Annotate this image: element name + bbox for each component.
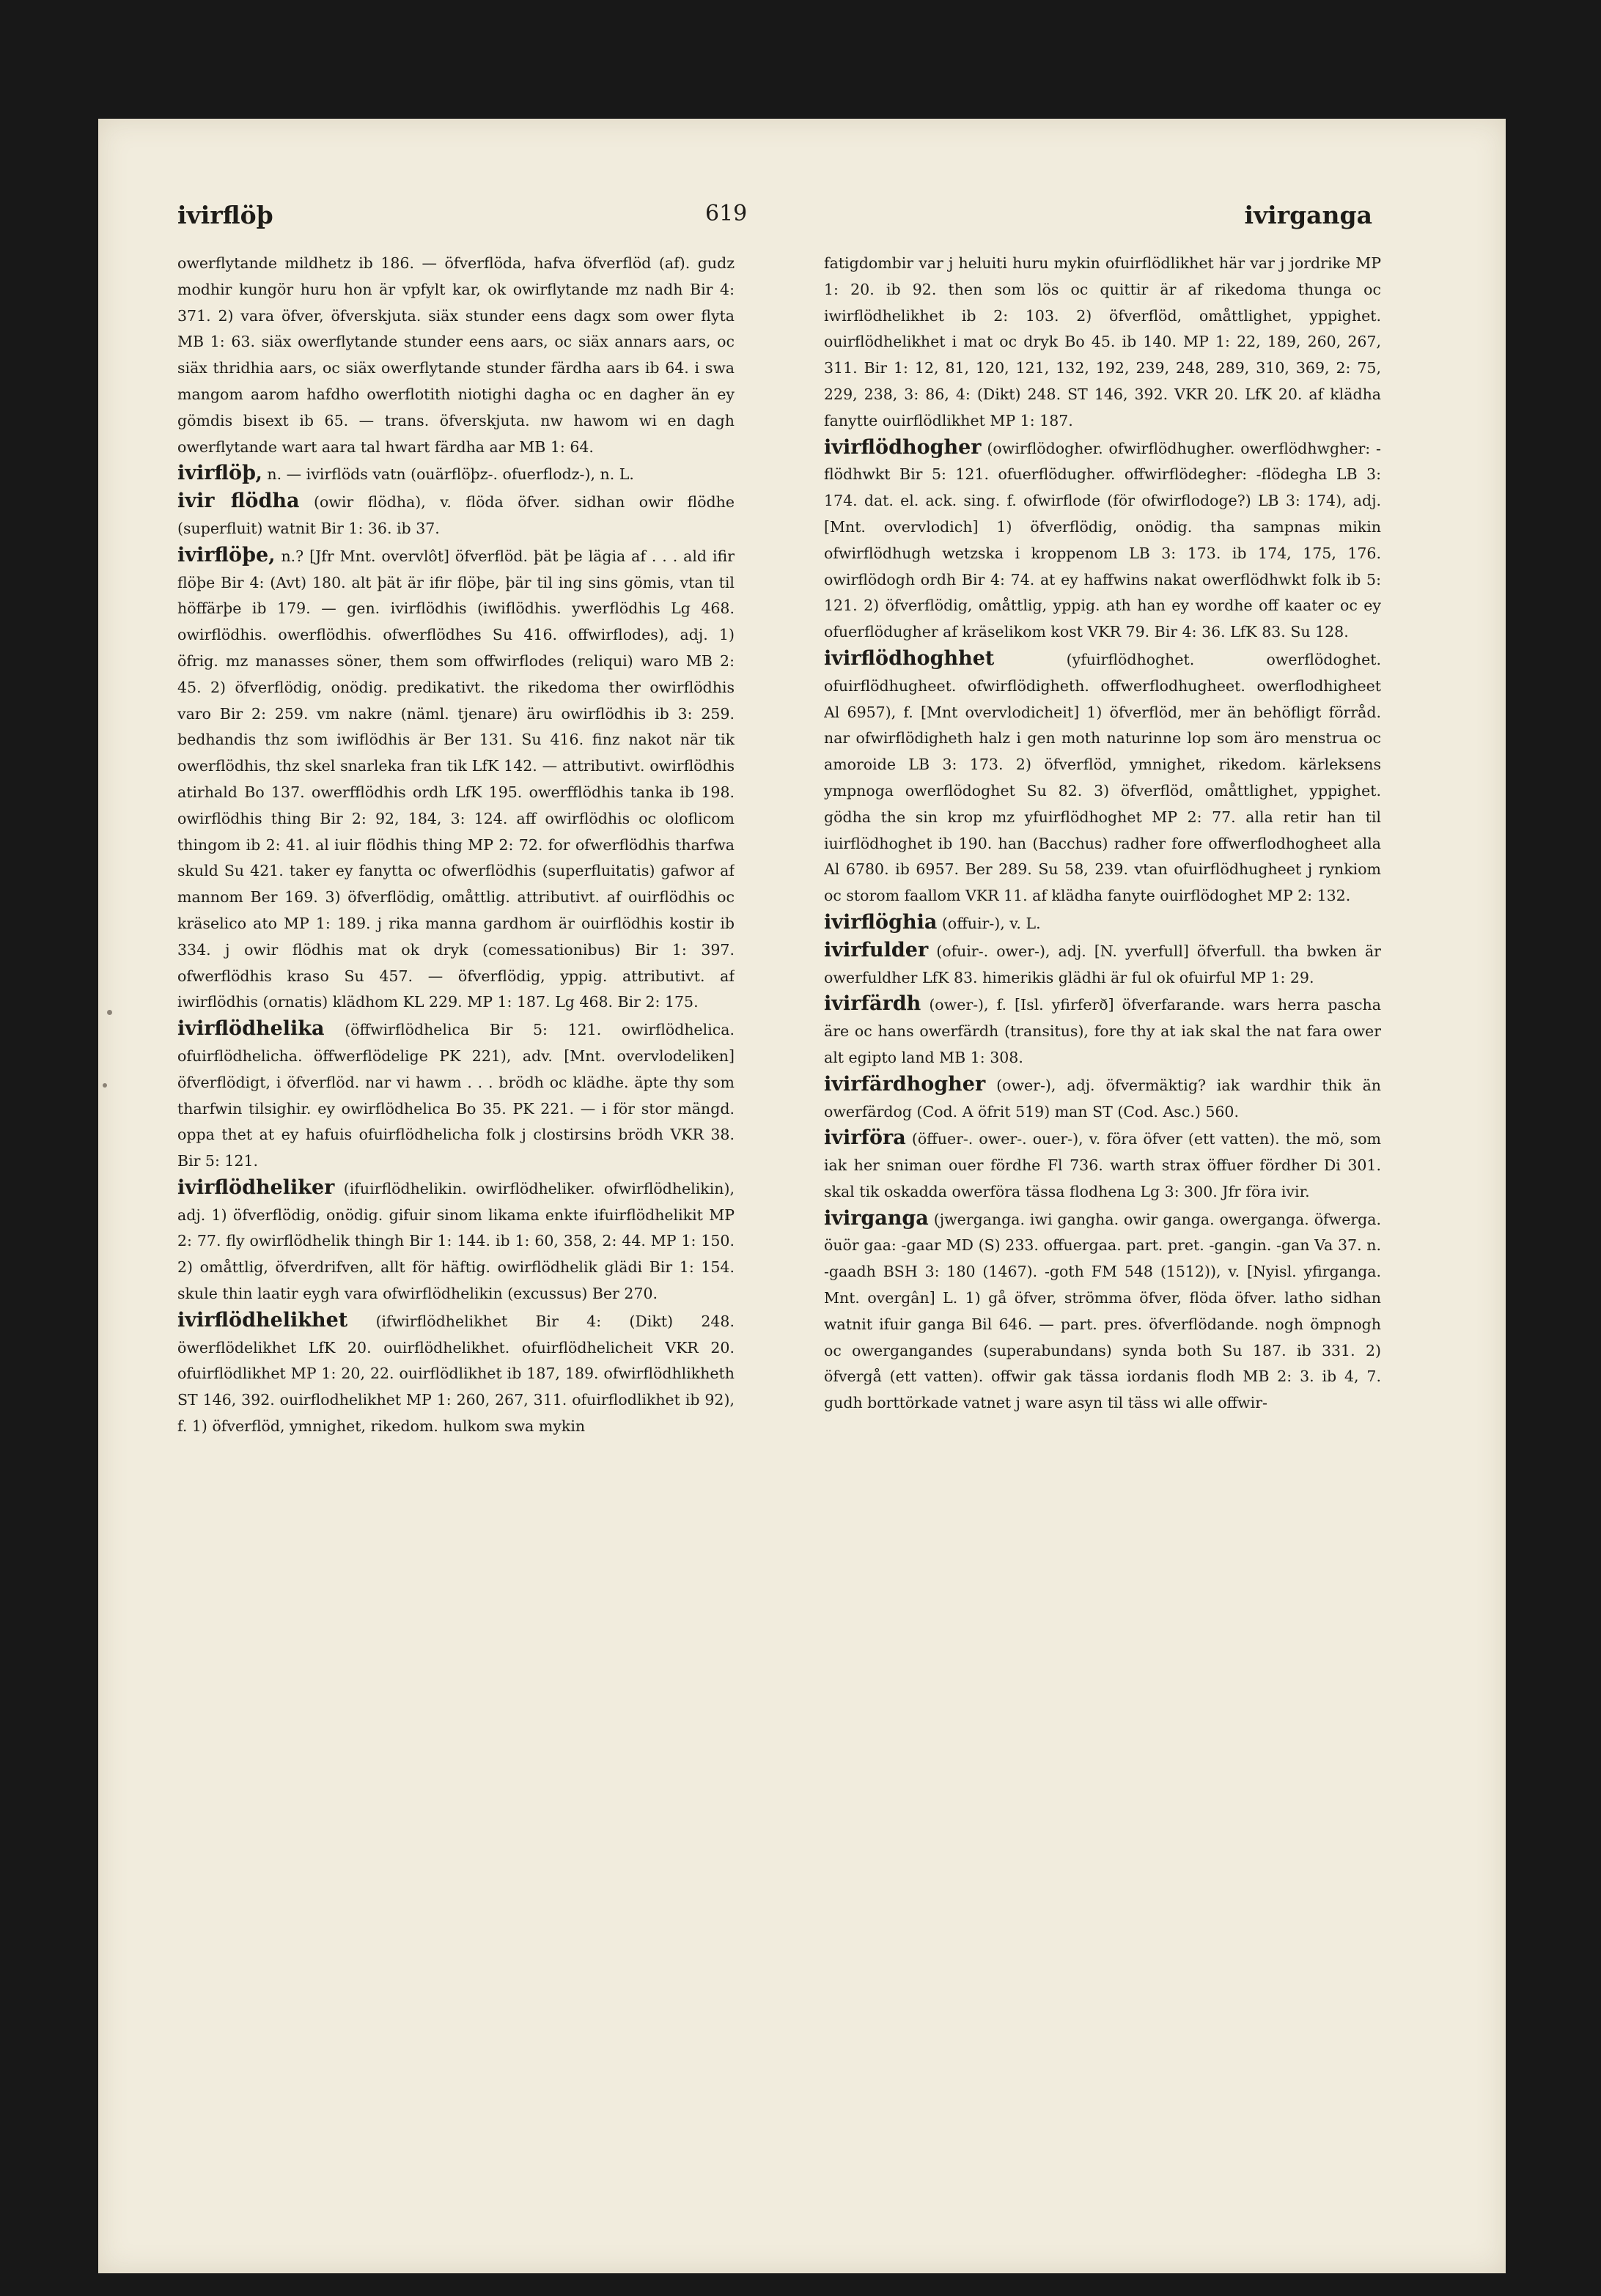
entry-body: (ower-), adj. öfvermäktig? iak wardhir thik än owerfärdog (Cod. A öfrit 519) man ST (Cod. Asc.) 560.	[824, 1076, 1381, 1121]
entry-body: (ofuir-. ower-), adj. [N. yverfull] öfverfull. tha bwken är owerfuldher LfK 83. himerikis glädhi är ful ok ofuirful MP 1: 29.	[824, 942, 1381, 986]
right-running-headword: ivirganga	[1244, 201, 1372, 229]
scan-speck	[103, 1083, 107, 1088]
entry-body: fatigdombir var j heluiti huru mykin ofuirflödlikhet här var j jordrike MP 1: 20. ib 92. then som lös oc quittir är af rikedoma thunga oc iwirflödhelikhet ib 2: 103. 2) öfverflöd, omåttlighet, yppighet. ouirflödhelikhet i mat oc dryk Bo 45. ib 140. MP 1: 22, 189, 260, 267, 311. Bir 1: 12, 81, 120, 121, 132, 192, 239, 248, 289, 310, 369, 2: 75, 229, 238, 3: 86, 4: (Dikt) 248. ST 146, 392. VKR 20. LfK 20. af klädha fanytte ouirflödlikhet MP 1: 187.	[824, 254, 1381, 429]
entry-body: (owirflödogher. ofwirflödhugher. owerflödhwgher: -flödhwkt Bir 5: 121. ofuerflödugher. offwirflödegher: -flödegha LB 3: 174. dat. el. ack. sing. f. ofwirflode (för ofwirflodoge?) LB 3: 174), adj. [Mnt. overvlodich] 1) öfverflödig, onödig. tha sampnas mikin ofwirflödhugh wetzska i kroppenom LB 3: 173. ib 174, 175, 176. owirflödogh ordh Bir 4: 74. at ey haffwins nakat owerflödhwkt folk ib 5: 121. 2) öfverflödig, omåttlig, yppig. ath han ey wordhe off kaater oc ey ofuerflödugher af kräselikom kost VKR 79. Bir 4: 36. LfK 83. Su 128.	[824, 439, 1381, 641]
dictionary-entry	[824, 937, 1381, 992]
entry-body: (jwerganga. iwi gangha. owir ganga. owerganga. öfwerga. öuör gaa: -gaar MD (S) 233. offuergaa. part. pret. -gangin. -gan Va 37. n. -gaadh BSH 3: 180 (1467). -goth FM 548 (1512)), v. [Nyisl. yfirganga. Mnt. overgân] L. 1) gå öfver, strömma öfver, flöda öfver. latho sidhan watnit ifuir ganga Bil 646. — part. pres. öfverflödande. nogh ömpnogh oc owergangandes (superabundans) synda both Su 187. ib 331. 2) öfvergå (ett vatten). offwir gak tässa iordanis flodh MB 2: 3. ib 4, 7. gudh borttörkade vatnet j ware asyn til täss wi alle offwir-	[824, 1210, 1381, 1412]
entry-headword: ivirflödhelika	[177, 1017, 325, 1041]
entry-body: (yfuirflödhoghet. owerflödoghet. ofuirflödhugheet. ofwirflödigheth. offwerflodhugheet. owerflodhigheet Al 6957), f. [Mnt overvlodicheit] 1) öfverflöd, mer än behöfligt förråd. nar ofwirflödigheth halz i gen moth naturinne lop som äro menstrua oc amoroide LB 3: 173. 2) öfverflöd, ymnighet, rikedom. kärleksens ympnoga owerflödoghet Su 82. 3) öfverflöd, omåttlighet, yppighet. gödha the sin krop mz yfuirflödhoghet MP 2: 77. alla retir han til iuirflödhoghet ib 190. han (Bacchus) radher fore offwerflodhogheet alla Al 6780. ib 6957. Ber 289. Su 58, 239. vtan ofuirflödhugheet j rynkiom oc storom faallom VKR 11. af klädha fanyte ouirflödoghet MP 2: 132.	[824, 650, 1381, 905]
entry-headword: ivirfärdhogher	[824, 1072, 986, 1096]
dictionary-entry	[177, 460, 735, 488]
dictionary-entry	[177, 1016, 735, 1175]
dictionary-entry	[177, 251, 735, 460]
entry-headword: ivirfulder	[824, 938, 929, 961]
dictionary-entry	[177, 1175, 735, 1307]
entry-headword: ivirföra	[824, 1126, 906, 1150]
dictionary-entry	[824, 1125, 1381, 1205]
entry-body: (ower-), f. [Isl. yfirferð] öfverfarande. wars herra pascha äre oc hans owerfärdh (transitus), fore thy at iak skal the nat fara ower alt egipto land MB 1: 308.	[824, 996, 1381, 1066]
entry-headword: ivirflöghia	[824, 910, 938, 934]
entry-body: n. — ivirflöds vatn (ouärflöþz-. ofuerflodz-), n. L.	[267, 465, 634, 484]
entry-body: (öffuer-. ower-. ouer-), v. föra öfver (ett vatten). the mö, som iak her sniman ouer fördhe Fl 736. warth strax öffuer fördher Di 301. skal tik oskadda owerföra tässa flodhena Lg 3: 300. Jfr föra ivir.	[824, 1130, 1381, 1200]
entry-body: (ifuirflödhelikin. owirflödheliker. ofwirflödhelikin), adj. 1) öfverflödig, onödig. gifuir sinom likama enkte ifuirflödhelikit MP 2: 77. fly owirflödhelik thingh Bir 1: 144. ib 1: 60, 358, 2: 44. MP 1: 150. 2) omåttlig, öfverdrifven, allt för häftig. owirflödhelik glädi Bir 1: 154. skule thin laatir eygh vara ofwirflödhelikin (excussus) Ber 270.	[177, 1179, 735, 1303]
entry-headword: ivirflödhoghhet	[824, 646, 995, 670]
scan-speck	[107, 1010, 112, 1015]
dictionary-entry	[824, 435, 1381, 646]
entry-body: (öffwirflödhelica Bir 5: 121. owirflödhelica. ofuirflödhelicha. öffwerflödelige PK 221), adv. [Mnt. overvlodeliken] öfverflödigt, i öfverflöd. nar vi hawm . . . brödh oc klädhe. äpte thy som tharfwin tilsighir. ey owirflödhelica Bo 35. PK 221. — i för stor mängd. oppa thet at ey hafuis ofuirflödhelicha folk j clostirsins brödh VKR 38. Bir 5: 121.	[177, 1021, 735, 1170]
page-header	[177, 201, 1372, 237]
entry-headword: ivirflödheliker	[177, 1175, 335, 1199]
entry-headword: ivirflöþe,	[177, 543, 276, 566]
entry-body: (owir flödha), v. flöda öfver. sidhan owir flödhe (superfluit) watnit Bir 1: 36. ib 37.	[177, 493, 735, 537]
dictionary-entry	[177, 1307, 735, 1440]
dictionary-entry	[177, 488, 735, 542]
entry-headword: ivirfärdh	[824, 992, 921, 1016]
dictionary-entry	[824, 1206, 1381, 1417]
entry-headword: ivirflödhelikhet	[177, 1308, 348, 1332]
dictionary-entry	[824, 991, 1381, 1071]
entry-body: (ifwirflödhelikhet Bir 4: (Dikt) 248. öwerflödelikhet LfK 20. ouirflödhelikhet. ofuirflödhelicheit VKR 20. ofuirflödlikhet MP 1: 20, 22. ouirflödlikhet ib 187, 189. ofwirflödhlikheth ST 146, 392. ouirflodhelikhet MP 1: 260, 267, 311. ofuirflodlikhet ib 92), f. 1) öfverflöd, ymnighet, rikedom. hulkom swa mykin	[177, 1312, 735, 1436]
dictionary-entry	[824, 646, 1381, 909]
right-column	[824, 251, 1381, 2185]
left-running-headword: ivirflöþ	[177, 201, 273, 229]
entry-body: owerflytande mildhetz ib 186. — öfverflöda, hafva öfverflöd (af). gudz modhir kungör huru hon är vpfylt kar, ok owirflytande mz nadh Bir 4: 371. 2) vara öfver, öfverskjuta. siäx stunder eens dagx som ower flyta MB 1: 63. siäx owerflytande stunder eens aars, oc siäx annars aars, oc siäx thridhia aars, oc siäx owerflytande stunder färdha aars ib 64. i swa mangom aarom hafdho owerflotith niotighi dagha oc en dagher än ey gömdis bisext ib 65. — trans. öfverskjuta. nw hawom wi en dagh owerflytande wart aara tal hwart färdha aar MB 1: 64.	[177, 254, 735, 456]
entry-headword: ivirganga	[824, 1206, 929, 1230]
entry-body: (offuir-), v. L.	[941, 914, 1041, 932]
dictionary-page	[98, 119, 1506, 2273]
dictionary-entry	[824, 251, 1381, 435]
entry-headword: ivir flödha	[177, 490, 300, 513]
dictionary-entry	[824, 909, 1381, 937]
entry-headword: ivirflödhogher	[824, 435, 982, 459]
entry-headword: ivirflöþ,	[177, 462, 262, 485]
dictionary-entry	[177, 542, 735, 1016]
entry-body: n.? [Jfr Mnt. overvlôt] öfverflöd. þät þe lägia af . . . ald ifir flöþe Bir 4: (Avt) 180. alt þät är ifir flöþe, þär til ing sins gömis, vtan til höffärþe ib 179. — gen. ivirflödhis (iwiflödhis. ywerflödhis Lg 468. owirflödhis. owerflödhis. ofwerflödhes Su 416. offwirflodes), adj. 1) öfrig. mz manasses söner, them som offwirflodes (reliqui) waro MB 2: 45. 2) öfverflödig, onödig. predikativt. the rikedoma ther owirflödhis varo Bir 2: 259. vm nakre (näml. tjenare) äru owirflödhis ib 3: 259. bedhandis thz som iwiflödhis är Ber 131. Su 416. finz nakot när tik owerflödhis, thz skel snarleka fran tik LfK 142. — attributivt. owirflödhis atirhald Bo 137. owerfflödhis ordh LfK 195. owerfflödhis tanka ib 198. owirflödhis thing Bir 2: 92, 184, 3: 124. aff owirflödhis oc oloflicom thingom ib 2: 41. al iuir flödhis thing MP 2: 72. for ofwerflödhis tharfwa skuld Su 421. taker ey fanytta oc ofwerflödhis (superfluitatis) gafwor af mannom Ber 169. 3) öfverflödig, omåttlig. attributivt. af ouirflödhis oc kräselico ato MP 1: 189. j rika manna gardhom är ouirflödhis kostir ib 334. j owir flödhis mat ok dryk (comessationibus) Bir 1: 397. ofwerflödhis kraso Su 457. — öfverflödig, yppig. attributivt. af iwirflödhis (ornatis) klädhom KL 229. MP 1: 187. Lg 468. Bir 2: 175.	[177, 547, 735, 1011]
dictionary-entry	[824, 1071, 1381, 1126]
left-column	[177, 251, 735, 2185]
page-number: 619	[705, 201, 748, 226]
